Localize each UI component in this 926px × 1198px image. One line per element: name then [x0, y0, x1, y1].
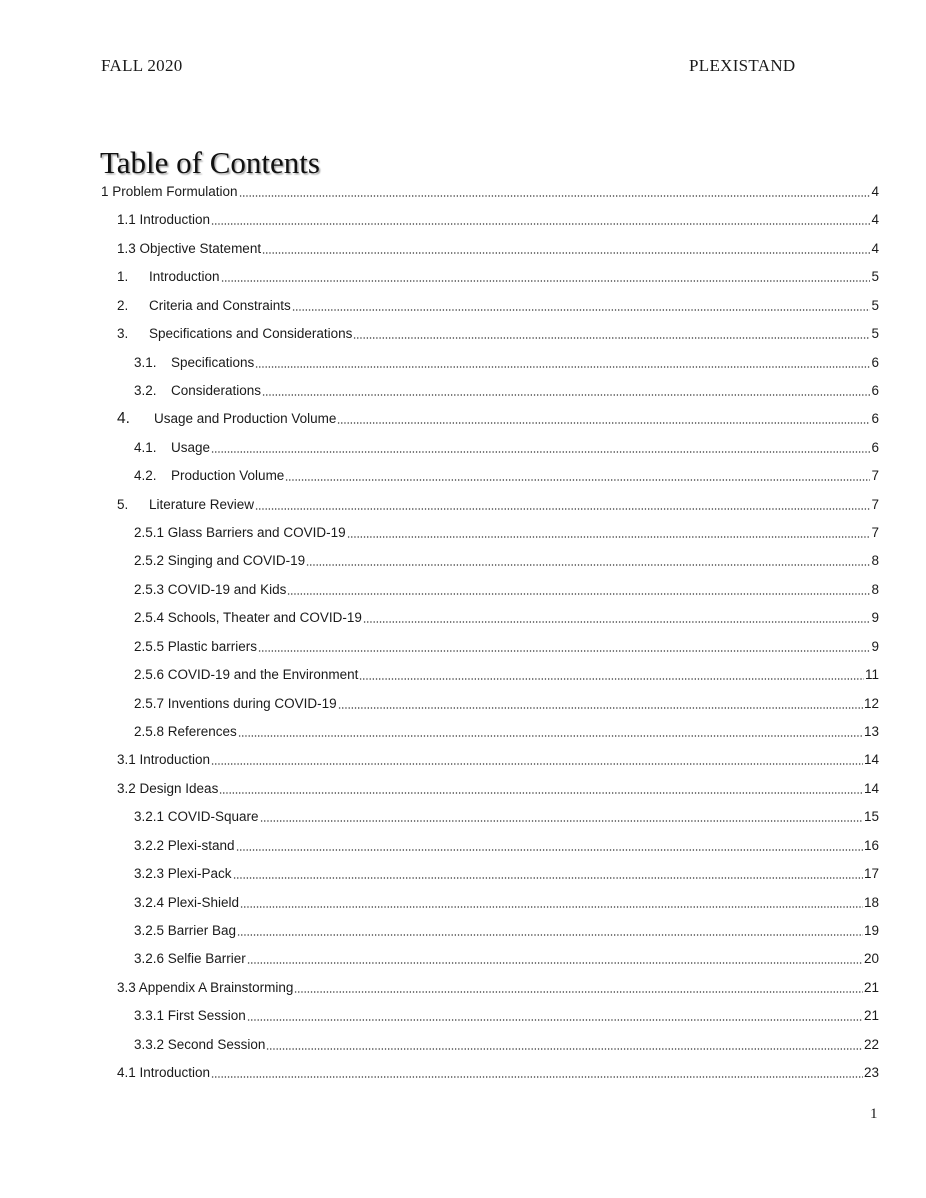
toc-dot-leader [233, 876, 863, 880]
toc-entry-title: 3.2.2 Plexi-stand [134, 837, 235, 853]
toc-entry[interactable] [117, 777, 879, 801]
toc-entry-title: Production Volume [171, 468, 285, 484]
toc-dot-leader [247, 1018, 863, 1022]
toc-entry-title: 1.3 Objective Statement [117, 240, 262, 256]
toc-entry-page: 14 [863, 780, 879, 796]
toc-entry-number: 3.1. [134, 354, 157, 370]
toc-entry-number: 4.1. [134, 439, 157, 455]
toc-dot-leader [285, 478, 870, 482]
toc-entry[interactable] [117, 976, 879, 1000]
toc-entry-page: 5 [871, 269, 879, 285]
toc-entry-page: 21 [863, 1008, 879, 1024]
toc-dot-leader [292, 308, 870, 312]
toc-entry[interactable] [134, 663, 879, 687]
toc-entry-title: 3.2.6 Selfie Barrier [134, 951, 246, 967]
toc-entry[interactable] [101, 180, 879, 204]
header-left-text: FALL 2020 [101, 56, 183, 75]
toc-entry-number: 3. [117, 326, 129, 342]
toc-entry-page: 18 [863, 894, 879, 910]
toc-dot-leader [353, 336, 870, 340]
toc-entry-title: Criteria and Constraints [149, 297, 291, 313]
toc-entry-page: 9 [871, 638, 879, 654]
toc-entry-title: Specifications and Considerations [149, 326, 353, 342]
toc-dot-leader [211, 222, 870, 226]
toc-entry-title: Introduction [149, 269, 220, 285]
toc-dot-leader [221, 279, 870, 283]
toc-entry-title: 1 Problem Formulation [101, 184, 238, 199]
toc-entry[interactable] [134, 947, 879, 971]
toc-dot-leader [219, 791, 863, 795]
toc-entry-page: 19 [863, 922, 879, 938]
toc-entry-page: 8 [871, 553, 879, 569]
toc-entry-title: 3.3 Appendix A Brainstorming [117, 979, 294, 995]
toc-entry-title: 3.2.3 Plexi-Pack [134, 866, 232, 882]
toc-entry[interactable] [134, 578, 879, 602]
toc-entry-title: 2.5.3 COVID-19 and Kids [134, 581, 287, 597]
toc-entry-page: 6 [871, 439, 879, 455]
toc-entry-page: 4 [871, 184, 879, 199]
toc-dot-leader [247, 961, 863, 965]
toc-entry[interactable] [134, 720, 879, 744]
toc-dot-leader [287, 592, 870, 596]
toc-entry-title: 3.2.1 COVID-Square [134, 809, 259, 825]
toc-entry-page: 6 [871, 382, 879, 398]
toc-entry[interactable] [134, 805, 879, 829]
toc-dot-leader [262, 251, 870, 255]
toc-entry[interactable] [134, 919, 879, 943]
toc-entry-page: 4 [871, 212, 879, 228]
toc-entry-title: 2.5.1 Glass Barriers and COVID-19 [134, 525, 346, 541]
toc-entry-title: 3.2.4 Plexi-Shield [134, 894, 240, 910]
toc-entry-page: 20 [863, 951, 879, 967]
toc-entry-title: 3.3.1 First Session [134, 1008, 246, 1024]
toc-entry-title: Usage and Production Volume [154, 411, 337, 427]
toc-entry-page: 16 [863, 837, 879, 853]
toc-entry[interactable] [134, 1033, 879, 1057]
toc-dot-leader [255, 365, 870, 369]
toc-entry-title: Specifications [171, 354, 255, 370]
toc-dot-leader [237, 933, 863, 937]
toc-entry-title: 2.5.8 References [134, 723, 237, 739]
toc-entry-number: 4.2. [134, 468, 157, 484]
toc-entry-page: 15 [863, 809, 879, 825]
toc-entry-page: 4 [871, 240, 879, 256]
toc-entry-title: 2.5.7 Inventions during COVID-19 [134, 695, 337, 711]
toc-entry-page: 7 [871, 468, 879, 484]
toc-entry-page: 11 [864, 667, 879, 683]
toc-entry-page: 5 [871, 297, 879, 313]
toc-dot-leader [363, 620, 870, 624]
toc-entry-title: 4.1 Introduction [117, 1065, 211, 1081]
toc-entry-page: 22 [863, 1036, 879, 1052]
toc-entry-page: 23 [863, 1065, 879, 1081]
toc-entry-title: 3.3.2 Second Session [134, 1036, 266, 1052]
toc-dot-leader [239, 194, 870, 198]
toc-entry-title: 2.5.6 COVID-19 and the Environment [134, 667, 359, 683]
toc-entry[interactable] [117, 265, 879, 289]
toc-dot-leader [238, 734, 863, 738]
toc-dot-leader [306, 563, 870, 567]
toc-entry-page: 7 [871, 496, 879, 512]
toc-entry[interactable] [117, 322, 879, 346]
toc-entry[interactable] [134, 521, 879, 545]
toc-entry[interactable] [117, 1061, 879, 1085]
toc-entry-title: 2.5.2 Singing and COVID-19 [134, 553, 306, 569]
toc-entry[interactable] [117, 208, 879, 232]
toc-dot-leader [211, 1075, 863, 1079]
page-number: 1 [870, 1106, 878, 1122]
toc-entry-title: Literature Review [149, 496, 255, 512]
toc-entry-page: 9 [871, 610, 879, 626]
toc-entry-title: 3.2.5 Barrier Bag [134, 922, 237, 938]
toc-dot-leader [258, 649, 870, 653]
toc-dot-leader [262, 393, 870, 397]
toc-entry-title: 3.1 Introduction [117, 752, 211, 768]
toc-entry-number: 4. [117, 410, 130, 428]
toc-entry-page: 21 [863, 979, 879, 995]
toc-dot-leader [266, 1047, 863, 1051]
toc-entry-page: 14 [863, 752, 879, 768]
toc-entry[interactable] [134, 606, 879, 630]
toc-entry[interactable] [134, 891, 879, 915]
toc-entry[interactable] [134, 834, 879, 858]
toc-entry[interactable] [134, 436, 879, 460]
toc-entry-page: 6 [871, 354, 879, 370]
toc-entry-page: 6 [871, 411, 879, 427]
toc-entry[interactable] [134, 692, 879, 716]
toc-dot-leader [337, 421, 870, 425]
toc-entry[interactable] [134, 464, 879, 488]
toc-entry-number: 1. [117, 269, 129, 285]
toc-entry[interactable] [134, 549, 879, 573]
toc-title: Table of Contents [100, 145, 320, 180]
toc-entry-number: 5. [117, 496, 129, 512]
toc-entry-title: Usage [171, 439, 211, 455]
toc-dot-leader [359, 677, 864, 681]
toc-entry-page: 13 [863, 723, 879, 739]
toc-entry-page: 17 [863, 866, 879, 882]
toc-entry-number: 3.2. [134, 382, 157, 398]
toc-entry[interactable] [117, 407, 879, 431]
toc-entry-page: 7 [871, 525, 879, 541]
toc-dot-leader [338, 706, 863, 710]
header-right-text: PLEXISTAND [689, 56, 796, 75]
toc-entry-title: 2.5.4 Schools, Theater and COVID-19 [134, 610, 362, 626]
toc-dot-leader [211, 762, 863, 766]
toc-dot-leader [240, 905, 863, 909]
toc-entry[interactable] [134, 1004, 879, 1028]
toc-dot-leader [255, 507, 870, 511]
toc-dot-leader [260, 819, 863, 823]
toc-dot-leader [236, 848, 863, 852]
toc-dot-leader [347, 535, 870, 539]
toc-entry-page: 5 [871, 326, 879, 342]
toc-dot-leader [294, 990, 863, 994]
toc-entry-title: Considerations [171, 382, 262, 398]
toc-entry-page: 8 [871, 581, 879, 597]
toc-entry-title: 1.1 Introduction [117, 212, 211, 228]
toc-entry-page: 12 [863, 695, 879, 711]
toc-entry[interactable] [134, 351, 879, 375]
toc-dot-leader [211, 450, 870, 454]
toc-entry-number: 2. [117, 297, 129, 313]
toc-entry[interactable] [117, 748, 879, 772]
toc-entry[interactable] [134, 635, 879, 659]
toc-entry-title: 3.2 Design Ideas [117, 780, 219, 796]
toc-entry[interactable] [134, 379, 879, 403]
toc-entry[interactable] [134, 862, 879, 886]
toc-entry[interactable] [117, 493, 879, 517]
toc-entry[interactable] [117, 294, 879, 318]
toc-entry[interactable] [117, 237, 879, 261]
toc-entry-title: 2.5.5 Plastic barriers [134, 638, 258, 654]
